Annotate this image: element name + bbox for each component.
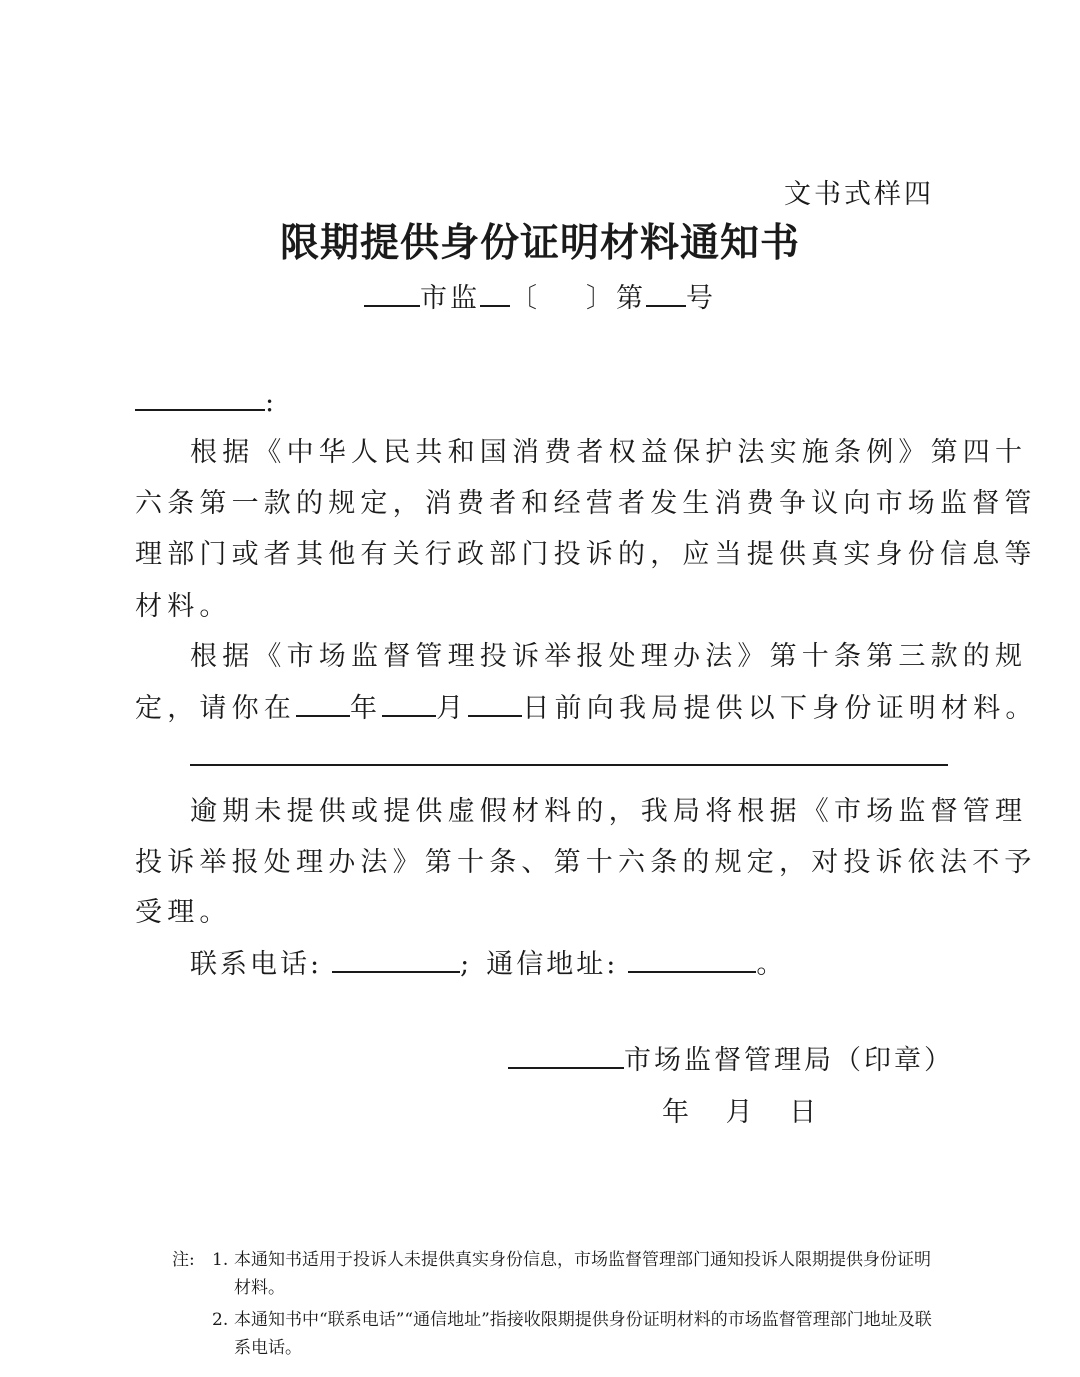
paragraph-3-line-1: 逾期未提供或提供虚假材料的，我局将根据《市场监督管理 [190, 796, 1028, 827]
contact-end: 。 [756, 949, 787, 980]
signature-year: 年 [662, 1097, 689, 1128]
docno-code-blank[interactable] [480, 281, 510, 307]
signature-line [508, 1038, 954, 1077]
paragraph-3-line-2: 投诉举报处理办法》第十条、第十六条的规定，对投诉依法不予 [135, 847, 1037, 878]
contact-line [190, 942, 786, 981]
paragraph-1-line-2: 六条第一款的规定，消费者和经营者发生消费争议向市场监督管 [135, 488, 1037, 519]
para2-end-text: 日前向我局提供以下身份证明材料。 [522, 693, 1038, 724]
note-text: 本通知书中“联系电话”“通信地址”指接收限期提供身份证明材料的市场监督管理部门地址及联系电话。 [234, 1310, 932, 1358]
deadline-year-blank[interactable] [296, 691, 350, 717]
deadline-month-blank[interactable] [382, 691, 436, 717]
signature-org: 市场监督管理局（印章） [624, 1045, 954, 1076]
document-title: 限期提供身份证明材料通知书 [279, 221, 800, 266]
signature-day: 日 [789, 1097, 817, 1128]
note-number: 2. [212, 1310, 229, 1330]
addressee-blank[interactable] [135, 385, 265, 411]
address-blank[interactable] [628, 947, 756, 973]
bureau-name-blank[interactable] [508, 1043, 624, 1069]
notes-prefix: 注: [172, 1250, 195, 1270]
year-label: 年 [350, 693, 383, 724]
paragraph-3-line-3: 受理。 [135, 897, 232, 928]
paragraph-1-line-4: 材料。 [135, 591, 232, 622]
form-label: 文书式样四 [784, 179, 934, 210]
docno-prefix-blank[interactable] [364, 281, 420, 307]
para2-start-text: 定，请你在 [135, 693, 296, 724]
materials-blank-line[interactable] [190, 764, 948, 766]
docno-bracket-open: 〔 [510, 283, 540, 314]
paragraph-1-line-1: 根据《中华人民共和国消费者权益保护法实施条例》第四十 [190, 437, 1028, 468]
deadline-day-blank[interactable] [468, 691, 522, 717]
contact-phone-blank[interactable] [332, 947, 460, 973]
docno-number-blank[interactable] [646, 281, 686, 307]
addressee-line [135, 385, 279, 418]
docno-hao-label: 号 [686, 283, 716, 314]
month-label: 月 [436, 693, 469, 724]
paragraph-2-line-2 [135, 686, 1038, 725]
note-text: 本通知书适用于投诉人未提供真实身份信息，市场监督管理部门通知投诉人限期提供身份证明材料。 [234, 1250, 931, 1298]
address-label: 通信地址: [486, 949, 619, 980]
addressee-colon: : [265, 387, 280, 418]
note-number: 1. [212, 1250, 229, 1270]
note-item [172, 1246, 944, 1302]
note-item [172, 1306, 944, 1362]
paragraph-1-line-3: 理部门或者其他有关行政部门投诉的，应当提供真实身份信息等 [135, 539, 1037, 570]
contact-phone-label: 联系电话: [190, 949, 323, 980]
notes-section [172, 1246, 944, 1362]
contact-separator: ; [460, 949, 473, 980]
paragraph-2-line-1: 根据《市场监督管理投诉举报处理办法》第十条第三款的规 [190, 641, 1028, 672]
docno-di-label: 第 [616, 283, 646, 314]
signature-date [662, 1090, 816, 1129]
docno-market-label: 市监 [420, 283, 480, 314]
document-number [0, 276, 1080, 315]
signature-month: 月 [725, 1097, 753, 1128]
docno-bracket-close: 〕 [586, 283, 616, 314]
